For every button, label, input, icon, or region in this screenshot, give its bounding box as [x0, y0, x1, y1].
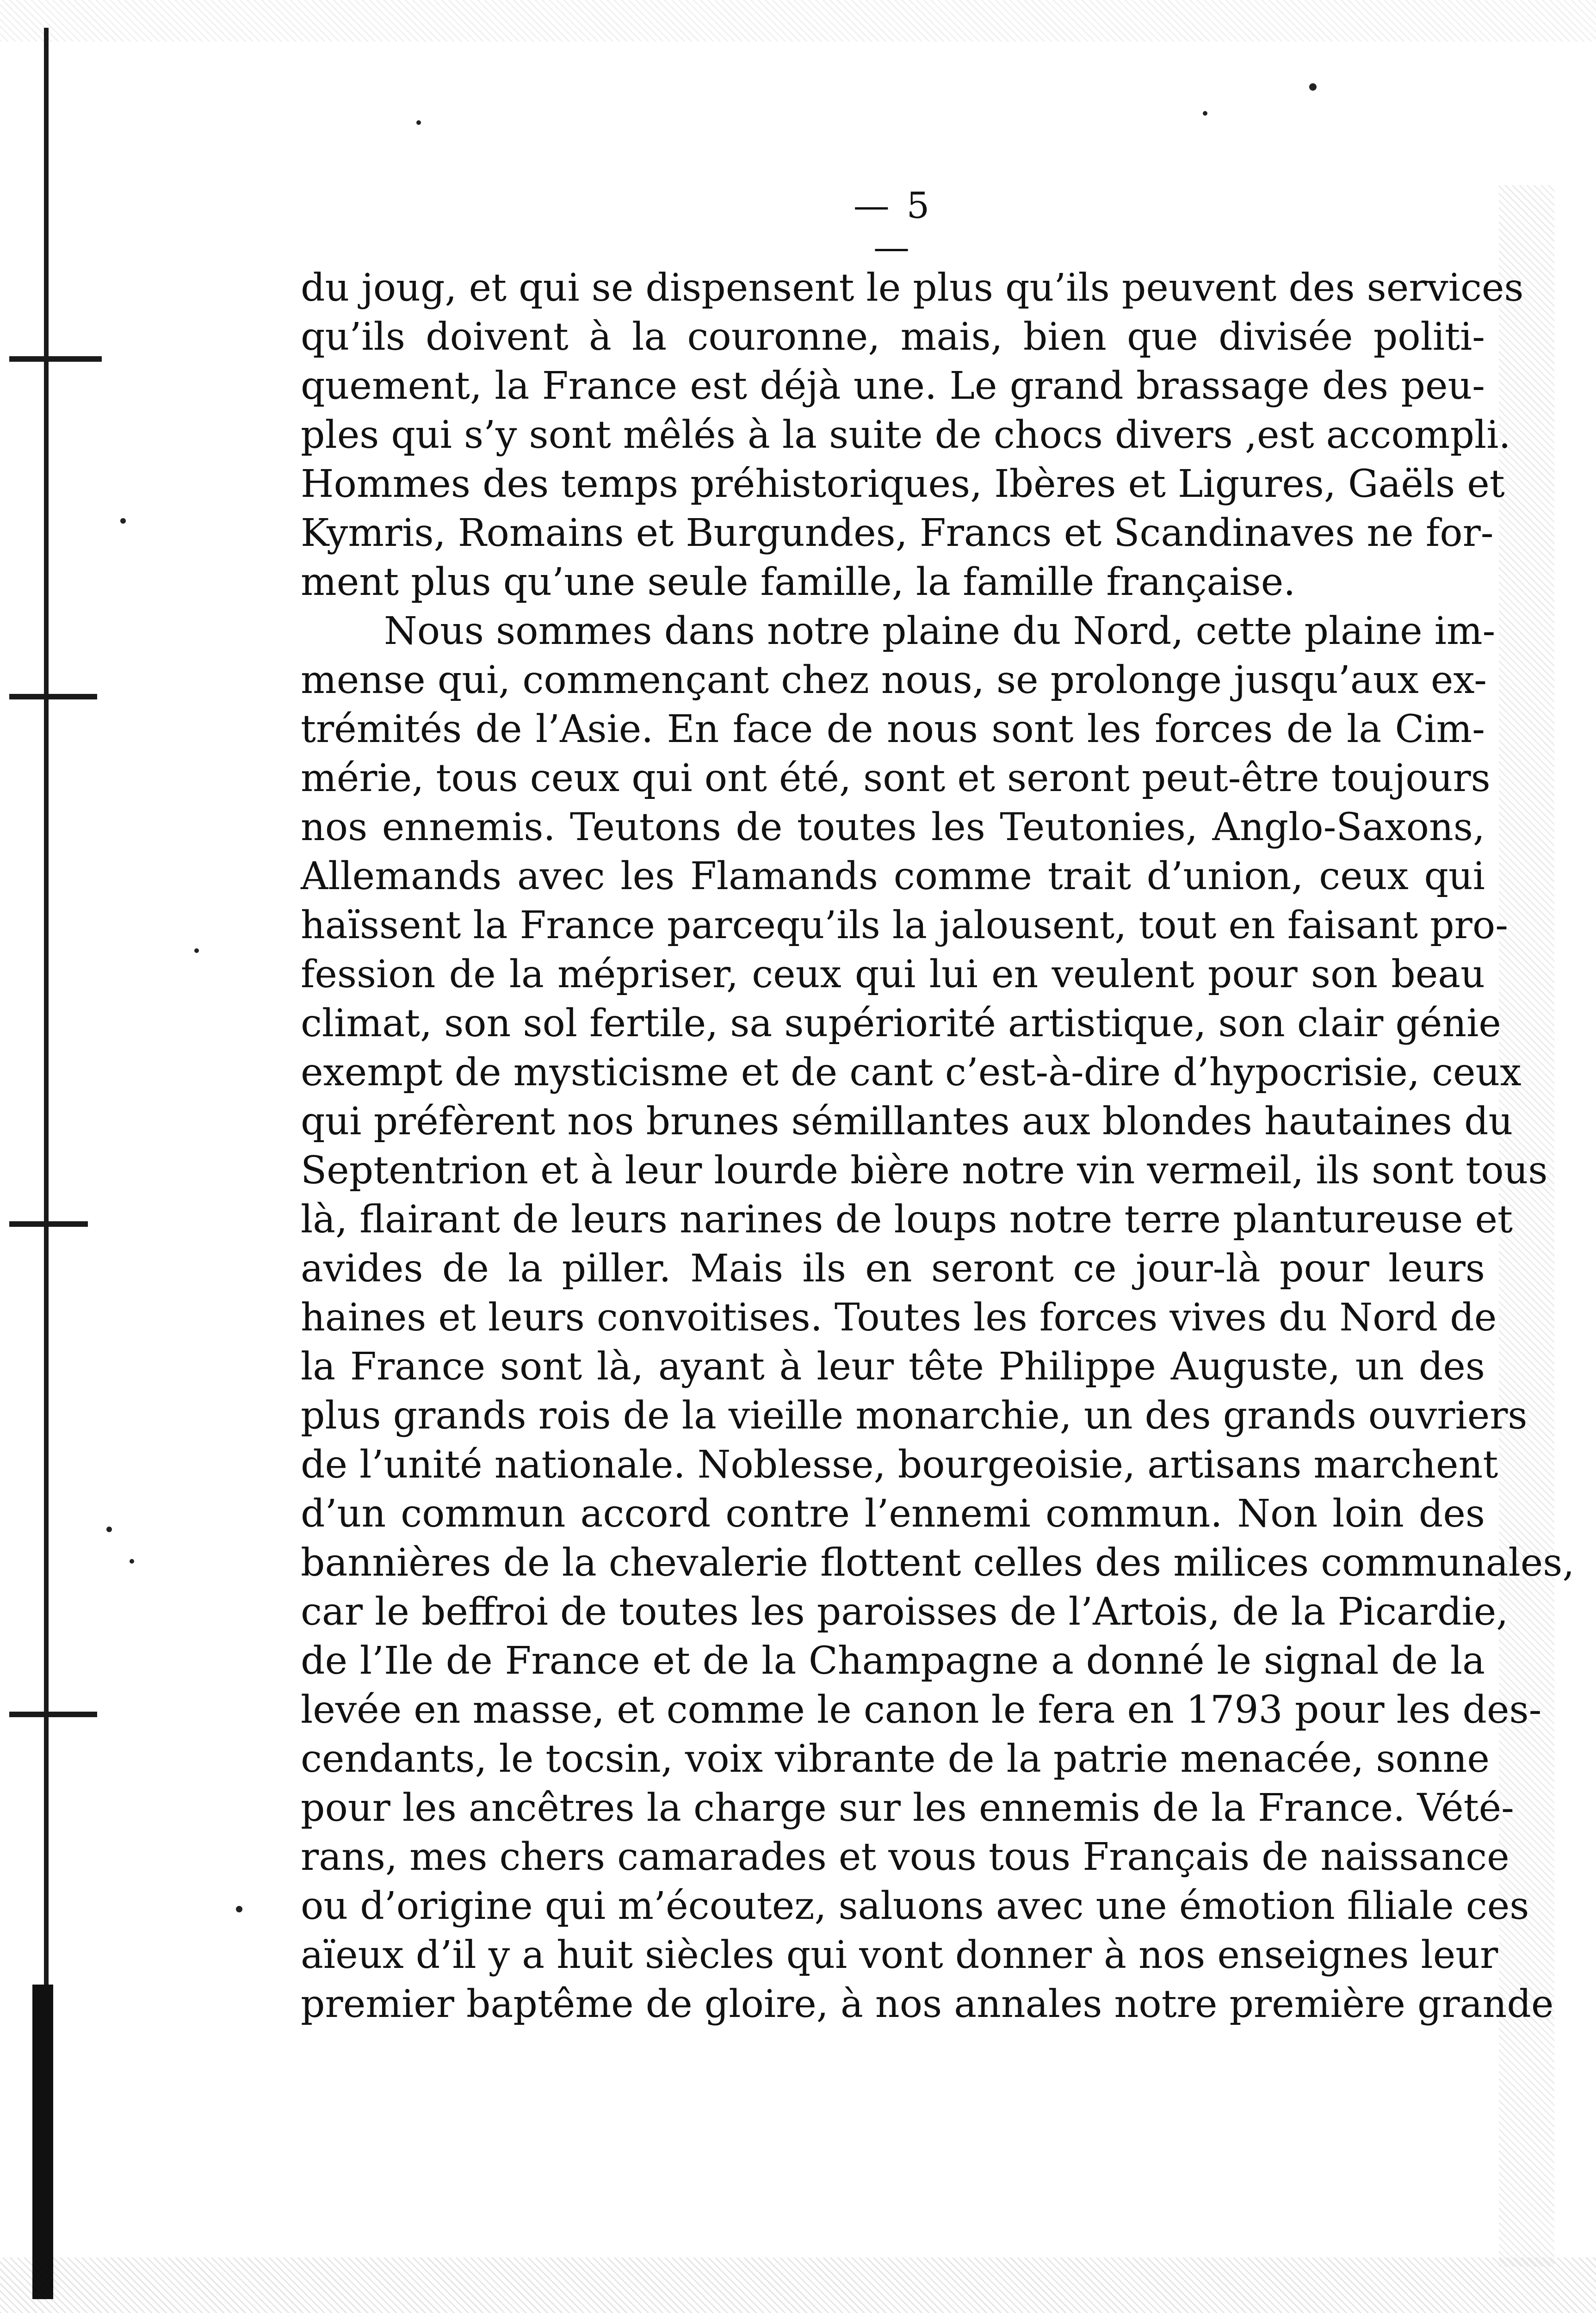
text-line: mense qui, commençant chez nous, se prolonge jusqu’aux ex- — [301, 658, 1487, 702]
text-line: la France sont là, ayant à leur tête Philippe Auguste, un des — [301, 1345, 1485, 1389]
binding-mark — [9, 356, 102, 362]
text-line: mérie, tous ceux qui ont été, sont et seront peut-être toujours — [301, 756, 1491, 800]
ink-speck — [130, 1559, 134, 1564]
text-line: cendants, le tocsin, voix vibrante de la patrie menacée, sonne — [301, 1737, 1490, 1781]
ink-speck — [106, 1527, 112, 1532]
text-line: haïssent la France parcequ’ils la jalousent, tout en faisant pro- — [301, 903, 1508, 947]
text-line: pour les ancêtres la charge sur les ennemis de la France. Vété- — [301, 1786, 1514, 1830]
text-line: nos ennemis. Teutons de toutes les Teutonies, Anglo-Saxons, — [301, 805, 1485, 849]
text-line: Allemands avec les Flamands comme trait d’union, ceux qui — [301, 854, 1485, 898]
text-line: ment plus qu’une seule famille, la famille française. — [301, 560, 1296, 604]
ink-speck — [236, 1906, 242, 1912]
text-line: Kymris, Romains et Burgundes, Francs et Scandinaves ne for- — [301, 511, 1494, 555]
text-line: ou d’origine qui m’écoutez, saluons avec une émotion filiale ces — [301, 1884, 1529, 1928]
text-line: de l’unité nationale. Noblesse, bourgeoisie, artisans marchent — [301, 1443, 1498, 1487]
ink-speck — [416, 120, 421, 125]
text-line: quement, la France est déjà une. Le grand brassage des peu- — [301, 364, 1485, 408]
text-line: premier baptême de gloire, à nos annales notre première grande — [301, 1982, 1554, 2026]
text-line: exempt de mysticisme et de cant c’est-à-dire d’hypocrisie, ceux — [301, 1051, 1522, 1095]
page-binding-edge — [44, 28, 49, 2294]
binding-mark — [9, 1712, 97, 1717]
text-line: plus grands rois de la vieille monarchie, un des grands ouvriers — [301, 1394, 1528, 1438]
text-line: là, flairant de leurs narines de loups notre terre plantureuse et — [301, 1198, 1513, 1242]
text-line: ples qui s’y sont mêlés à la suite de chocs divers ,est accompli. — [301, 413, 1511, 457]
text-line: qu’ils doivent à la couronne, mais, bien que divisée politi- — [301, 315, 1485, 359]
ink-speck — [194, 948, 199, 953]
text-line: du joug, et qui se dispensent le plus qu’ils peuvent des services — [301, 266, 1524, 310]
text-line: car le beffroi de toutes les paroisses de l’Artois, de la Picardie, — [301, 1590, 1509, 1634]
text-line: rans, mes chers camarades et vous tous Français de naissance — [301, 1835, 1509, 1879]
text-line: haines et leurs convoitises. Toutes les forces vives du Nord de — [301, 1296, 1497, 1340]
binding-mark — [9, 1221, 88, 1227]
text-line: climat, son sol fertile, sa supériorité artistique, son clair génie — [301, 1002, 1501, 1045]
scan-noise-top — [0, 0, 1596, 42]
text-line: bannières de la chevalerie flottent celles des milices communales, — [301, 1541, 1575, 1585]
binding-base — [32, 1985, 53, 2299]
text-line: qui préfèrent nos brunes sémillantes aux blondes hautaines du — [301, 1100, 1513, 1144]
page-number: — 5 — — [853, 185, 933, 268]
text-line: trémités de l’Asie. En face de nous sont les forces de la Cim- — [301, 707, 1485, 751]
text-line: aïeux d’il y a huit siècles qui vont donner à nos enseignes leur — [301, 1933, 1498, 1977]
body-text — [301, 264, 1575, 2029]
scan-noise-bottom — [0, 2257, 1596, 2313]
text-line: avides de la piller. Mais ils en seront ce jour-là pour leurs — [301, 1247, 1485, 1291]
ink-speck — [1309, 83, 1317, 91]
ink-speck — [1203, 111, 1207, 116]
text-line: de l’Ile de France et de la Champagne a donné le signal de la — [301, 1639, 1485, 1683]
binding-mark — [9, 694, 97, 699]
text-line: Hommes des temps préhistoriques, Ibères et Ligures, Gaëls et — [301, 462, 1505, 506]
text-line: Nous sommes dans notre plaine du Nord, cette plaine im- — [384, 609, 1496, 653]
ink-speck — [120, 518, 126, 524]
text-line: d’un commun accord contre l’ennemi commun. Non loin des — [301, 1492, 1485, 1536]
text-line: levée en masse, et comme le canon le fera en 1793 pour les des- — [301, 1688, 1542, 1732]
text-line: fession de la mépriser, ceux qui lui en veulent pour son beau — [301, 952, 1485, 996]
text-line: Septentrion et à leur lourde bière notre vin vermeil, ils sont tous — [301, 1149, 1548, 1193]
